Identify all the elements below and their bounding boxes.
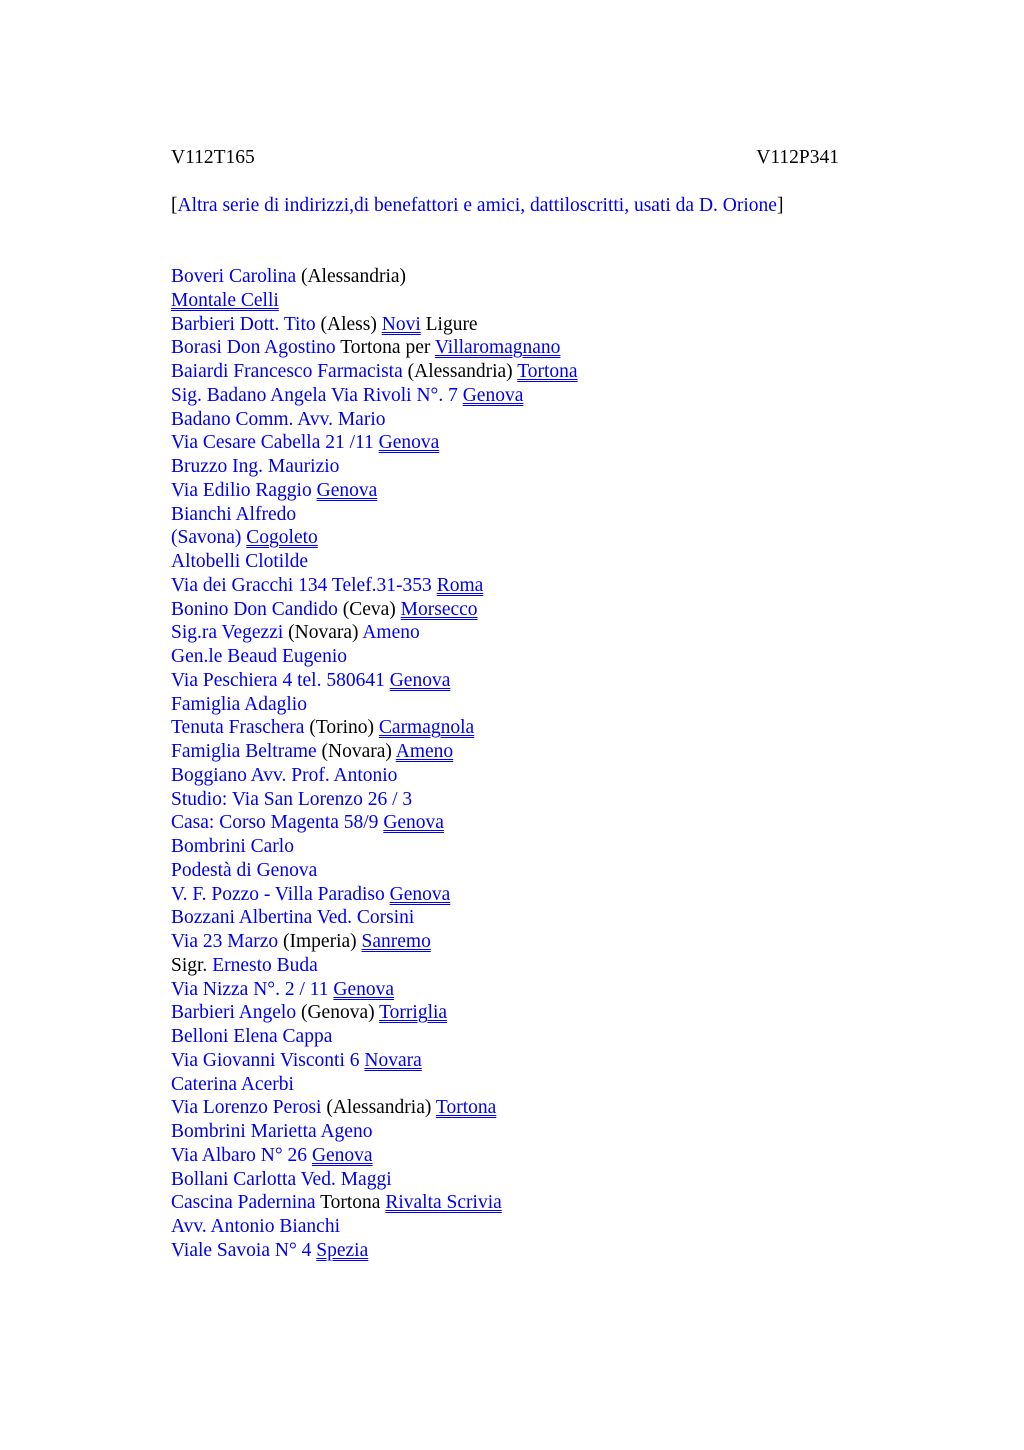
address-text: Bozzani Albertina Ved. Corsini	[171, 907, 415, 929]
address-line	[171, 1073, 839, 1097]
address-line	[171, 906, 839, 930]
place-link[interactable]: Carmagnola	[378, 717, 475, 739]
place-link[interactable]: Genova	[311, 1144, 373, 1166]
place-link[interactable]: Torriglia	[379, 1002, 448, 1024]
address-line	[171, 1239, 839, 1263]
address-line	[171, 764, 839, 788]
plain-text: Tortona per	[335, 337, 435, 359]
place-link[interactable]: Spezia	[316, 1239, 369, 1261]
address-line	[171, 740, 839, 764]
address-text: Bombrini Marietta Ageno	[171, 1121, 373, 1142]
plain-text: (Alessandria)	[402, 361, 518, 382]
address-text: Viale Savoia N° 4	[171, 1239, 317, 1261]
address-text: Sig.ra Vegezzi	[171, 622, 284, 644]
place-link[interactable]: Genova	[389, 669, 451, 691]
address-line	[171, 954, 839, 978]
place-link[interactable]: Genova	[389, 883, 451, 905]
place-link[interactable]: Genova	[333, 978, 395, 1000]
place-link[interactable]: Roma	[436, 574, 484, 596]
plain-text: (Imperia)	[278, 931, 362, 952]
address-text: Boggiano Avv. Prof. Antonio	[171, 764, 398, 786]
plain-text: Ligure	[420, 313, 478, 335]
address-line	[171, 431, 839, 455]
address-line	[171, 811, 839, 835]
address-text: Via Cesare Cabella 21 /11	[171, 432, 379, 454]
address-text: Badano Comm. Avv. Mario	[171, 408, 386, 430]
address-text: Avv. Antonio Bianchi	[171, 1216, 340, 1237]
plain-text: (Alessandria)	[321, 1097, 436, 1119]
address-line	[171, 550, 839, 574]
address-text: V. F. Pozzo - Villa Paradiso	[171, 883, 390, 905]
address-line	[171, 1025, 839, 1049]
place-link[interactable]: Genova	[383, 812, 444, 834]
address-text: Via Peschiera 4 tel. 580641	[171, 669, 390, 691]
plain-text: (Torino)	[304, 717, 379, 739]
plain-text: Sigr.	[171, 954, 213, 976]
address-text: Bonino Don Candido	[171, 598, 338, 620]
address-text: Via Lorenzo Perosi	[171, 1097, 322, 1119]
address-text: Famiglia Adaglio	[171, 693, 307, 715]
address-line	[171, 978, 839, 1002]
address-line	[171, 360, 839, 384]
place-link[interactable]: Genova	[378, 432, 440, 454]
address-line	[171, 526, 839, 550]
address-line	[171, 788, 839, 812]
address-line	[171, 930, 839, 954]
address-text: Bombrini Carlo	[171, 836, 294, 857]
plain-text: (Genova)	[296, 1002, 380, 1024]
address-line	[171, 455, 839, 479]
address-text: Studio: Via San Lorenzo 26 / 3	[171, 788, 413, 810]
address-line	[171, 598, 839, 622]
address-text: Altobelli Clotilde	[171, 551, 309, 572]
address-text: Borasi Don Agostino	[171, 337, 336, 359]
address-list	[171, 265, 839, 1263]
address-line	[171, 479, 839, 503]
address-text: Via Edilio Raggio	[171, 479, 317, 501]
place-link[interactable]: Sanremo	[361, 931, 431, 952]
place-link[interactable]: Cogoleto	[246, 527, 318, 549]
address-text: (Savona)	[171, 527, 247, 549]
address-text: Boveri Carolina	[171, 266, 297, 287]
address-text: Barbieri Angelo	[171, 1002, 297, 1024]
address-text: Famiglia Beltrame	[171, 741, 317, 762]
plain-text: (Aless)	[315, 313, 382, 335]
address-text: Bianchi Alfredo	[171, 503, 297, 525]
left-code: V112T165	[171, 147, 255, 168]
address-text: Bollani Carlotta Ved. Maggi	[171, 1168, 392, 1190]
address-line	[171, 384, 839, 408]
place-link[interactable]: Rivalta Scrivia	[385, 1192, 502, 1214]
address-line	[171, 883, 839, 907]
document-header	[171, 146, 839, 170]
intro-close-bracket: ]	[776, 195, 784, 216]
address-line	[171, 835, 839, 859]
address-line	[171, 693, 839, 717]
place-link[interactable]: Genova	[462, 384, 524, 406]
address-text: Ernesto Buda	[212, 954, 318, 976]
place-link[interactable]: Novi	[381, 313, 421, 335]
address-text: Tenuta Fraschera	[171, 717, 305, 739]
address-text: Via Albaro N° 26	[171, 1144, 312, 1166]
plain-text: (Alessandria)	[296, 266, 407, 287]
address-text: Bruzzo Ing. Maurizio	[171, 456, 340, 477]
address-text: Via dei Gracchi 134 Telef.31-353	[171, 574, 437, 596]
address-text: Gen.le Beaud Eugenio	[171, 646, 347, 667]
address-line	[171, 859, 839, 883]
address-text: Via 23 Marzo	[171, 931, 279, 952]
address-line	[171, 574, 839, 598]
address-text: Podestà di Genova	[171, 859, 318, 881]
document-page	[171, 146, 839, 1263]
address-line	[171, 336, 839, 360]
address-line	[171, 716, 839, 740]
address-line	[171, 1168, 839, 1192]
address-line	[171, 1191, 839, 1215]
address-line	[171, 1049, 839, 1073]
address-text: Barbieri Dott. Tito	[171, 313, 316, 335]
address-line	[171, 669, 839, 693]
place-link[interactable]: Morsecco	[400, 598, 478, 620]
right-code: V112P341	[756, 147, 839, 168]
place-link[interactable]: Montale Celli	[171, 289, 279, 311]
address-line	[171, 313, 839, 337]
place-link[interactable]: Villaromagnano	[434, 337, 561, 359]
place-link[interactable]: Genova	[316, 479, 378, 501]
intro-open-bracket: [	[171, 195, 178, 216]
plain-text: (Novara)	[316, 741, 396, 762]
intro-note	[171, 194, 839, 218]
address-text: Via Nizza N°. 2 / 11	[171, 978, 334, 1000]
address-text: Casa: Corso Magenta 58/9	[171, 812, 384, 834]
address-text: Belloni Elena Cappa	[171, 1026, 333, 1047]
address-text: Caterina Acerbi	[171, 1073, 294, 1095]
address-line	[171, 1001, 839, 1025]
address-line	[171, 1096, 839, 1120]
address-line	[171, 289, 839, 313]
address-line	[171, 621, 839, 645]
place-link[interactable]: Ameno	[395, 741, 454, 762]
address-text: Via Giovanni Visconti 6	[171, 1049, 365, 1071]
intro-text: Altra serie di indirizzi,di benefattori e amici, dattiloscritti, usati da D. Orione	[177, 195, 777, 216]
plain-text: (Novara)	[283, 622, 363, 644]
place-link[interactable]: Novara	[364, 1049, 422, 1071]
plain-text: Tortona	[315, 1192, 386, 1214]
address-text: Sig. Badano Angela Via Rivoli N°. 7	[171, 384, 463, 406]
address-line	[171, 645, 839, 669]
address-line	[171, 1215, 839, 1239]
address-line	[171, 1120, 839, 1144]
place-link[interactable]: Tortona	[517, 361, 578, 382]
address-text: Baiardi Francesco Farmacista	[171, 361, 403, 382]
address-line	[171, 265, 839, 289]
address-line	[171, 503, 839, 527]
plain-text: (Ceva)	[337, 598, 401, 620]
address-line	[171, 1144, 839, 1168]
address-line	[171, 408, 839, 432]
address-text: Ameno	[362, 622, 420, 644]
address-text: Cascina Padernina	[171, 1192, 316, 1214]
place-link[interactable]: Tortona	[435, 1097, 497, 1119]
